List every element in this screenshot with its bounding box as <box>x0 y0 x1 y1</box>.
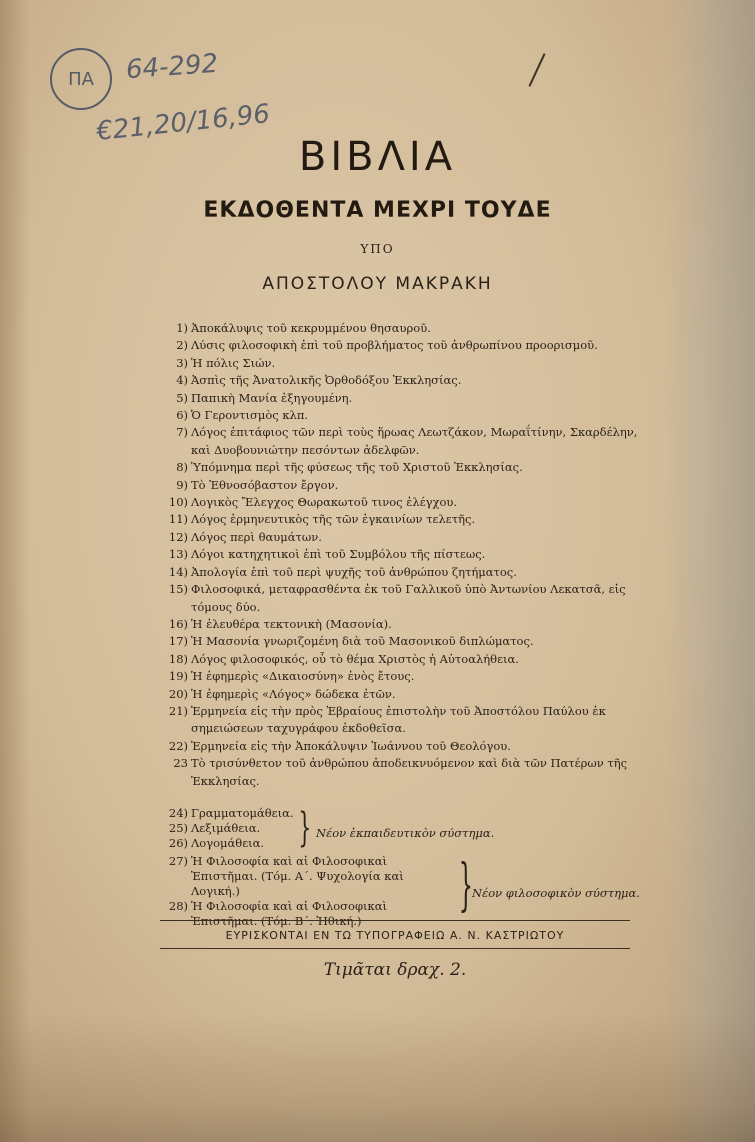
book-number: 28) <box>168 899 188 913</box>
book-number: 26) <box>168 836 188 850</box>
book-number: 4) <box>176 373 188 388</box>
book-list-item <box>160 899 450 929</box>
book-title: Λόγος ἑρμηνευτικὸς τῆς τῶν ἐγκαινίων τελετῆς. <box>191 512 476 527</box>
book-number: 7) <box>176 425 188 440</box>
book-number: 10) <box>168 495 188 510</box>
page-title: ΒΙΒΛΙΑ <box>298 134 457 180</box>
paper-tear-mark <box>528 53 545 86</box>
book-list-item <box>160 337 660 354</box>
book-title: Ὁ Γεροντισμὸς κλπ. <box>191 408 309 423</box>
book-number: 15) <box>168 582 188 597</box>
seal-text: ΠΑ <box>68 68 94 90</box>
book-number: 5) <box>176 390 188 405</box>
book-list-item <box>160 854 450 899</box>
book-title: Παπικὴ Μανία ἐξηγουμένη. <box>191 390 353 405</box>
education-system-label: Νέον ἐκπαιδευτικὸν σύστημα. <box>316 826 495 840</box>
book-list-item <box>160 633 660 650</box>
book-title: Ἑρμηνεία εἰς τὴν πρὸς Ἑβραίους ἐπιστολὴν τοῦ Ἀποστόλου Παύλου ἐκ σημειώσεων ταχυγράφου ἐκδοθεῖσα. <box>191 703 606 736</box>
book-list-item <box>160 581 660 616</box>
book-title: Ἡ ἐφημερὶς «Λόγος» δώδεκα ἐτῶν. <box>191 686 396 701</box>
book-list-item <box>160 703 660 738</box>
book-number: 2) <box>176 338 188 353</box>
footer-top-rule <box>160 920 630 921</box>
book-title: Γραμματομάθεια. <box>191 806 294 820</box>
book-title: Ἀσπὶς τῆς Ἀνατολικῆς Ὀρθοδόξου Ἐκκλησίας. <box>191 373 462 388</box>
book-title: Λεξιμάθεια. <box>191 821 261 835</box>
book-list-item <box>160 390 660 407</box>
book-title: Τὸ τρισύνθετον τοῦ ἀνθρώπου ἀποδεικνυόμενον καὶ διὰ τῶν Πατέρων τῆς Ἐκκλησίας. <box>191 756 628 788</box>
book-number: 13) <box>168 547 188 562</box>
book-list-item <box>160 424 660 459</box>
book-number: 24) <box>168 806 188 820</box>
philosophy-system-label: Νέον φιλοσοφικὸν σύστημα. <box>472 886 640 900</box>
bottom-edge-wear <box>0 1012 755 1142</box>
book-list-item <box>160 686 660 703</box>
author-name: ΑΠΟΣΤΟΛΟΥ ΜΑΚΡΑΚΗ <box>262 274 493 294</box>
book-number: 18) <box>168 651 188 666</box>
book-number: 8) <box>176 460 188 475</box>
book-list-item <box>160 616 660 633</box>
book-number: 21) <box>168 703 188 718</box>
book-list-item <box>160 529 660 546</box>
book-number: 14) <box>168 564 188 579</box>
book-list-item <box>160 564 660 581</box>
book-list-item <box>160 836 290 851</box>
book-list <box>160 320 660 790</box>
book-list-item <box>160 806 294 821</box>
book-list-item <box>160 738 660 755</box>
book-list-item <box>160 651 660 668</box>
book-title: Ἡ ἐφημερὶς «Δικαιοσύνη» ἑνὸς ἔτους. <box>191 669 415 684</box>
book-title: Ἀποκάλυψις τοῦ κεκρυμμένου θησαυροῦ. <box>191 321 431 335</box>
education-brace: } <box>298 805 312 851</box>
book-number: 11) <box>168 512 188 527</box>
book-list-item <box>160 494 660 511</box>
book-number: 23 <box>173 756 188 771</box>
handwritten-price-note: €21,20/16,96 <box>94 98 272 148</box>
page-subtitle: ΕΚΔΟΘΕΝΤΑ ΜΕΧΡΙ ΤΟΥΔΕ <box>203 198 552 223</box>
book-list-item <box>160 459 660 476</box>
book-title: Λόγος ἐπιτάφιος τῶν περὶ τοὺς ἥρωας Λεωτζάκον, Μωραΐτίνην, Σκαρδέλην, καὶ Δυοβουνιώτην πεσόντων ἀδελφῶν. <box>191 425 638 457</box>
handwritten-catalog-number: 64-292 <box>125 48 220 86</box>
book-list-item <box>160 372 660 389</box>
footer-bottom-rule <box>160 948 630 949</box>
book-title: Ἡ ἐλευθέρα τεκτονικὴ (Μασονία). <box>191 616 392 631</box>
book-number: 22) <box>168 738 188 753</box>
book-list-item <box>160 546 660 563</box>
philosophy-group <box>160 854 450 929</box>
book-number: 16) <box>168 616 188 631</box>
book-title: Λόγοι κατηχητικοὶ ἐπὶ τοῦ Συμβόλου τῆς πίστεως. <box>191 547 486 562</box>
book-list-item <box>160 511 660 528</box>
book-list-item <box>160 755 660 790</box>
book-number: 20) <box>168 686 188 701</box>
book-title: Φιλοσοφικά, μεταφρασθέντα ἐκ τοῦ Γαλλικοῦ ὑπὸ Ἀντωνίου Λεκατσᾶ, εἰς τόμους δύο. <box>191 582 626 614</box>
book-title: Ἡ πόλις Σιών. <box>191 355 276 370</box>
book-title: Τὸ Ἐθνοσόβαστον ἔργον. <box>191 477 339 492</box>
book-title: Λόγος περὶ θαυμάτων. <box>191 529 322 544</box>
book-title: Λόγος φιλοσοφικός, οὗ τὸ θέμα Χριστὸς ἡ Αὐτοαλήθεια. <box>191 651 519 666</box>
book-number: 1) <box>176 321 188 335</box>
price-label: Τιμᾶται δραχ. 2. <box>323 960 467 980</box>
book-title: Ὑπόμνημα περὶ τῆς φύσεως τῆς τοῦ Χριστοῦ Ἐκκλησίας. <box>191 460 523 475</box>
book-number: 19) <box>168 669 188 684</box>
philosophy-brace: } <box>458 853 473 918</box>
book-list-item <box>160 355 660 372</box>
book-number: 25) <box>168 821 188 835</box>
book-number: 3) <box>176 355 188 370</box>
book-list-item <box>160 477 660 494</box>
book-title: Ἡ Φιλοσοφία καὶ αἱ Φιλοσοφικαὶ Ἐπιστῆμαι. (Τόμ. Β΄. Ἠθική.) <box>191 899 387 928</box>
book-number: 6) <box>176 408 188 423</box>
book-title: Λύσις φιλοσοφικὴ ἐπὶ τοῦ προβλήματος τοῦ ἀνθρωπίνου προορισμοῦ. <box>191 338 598 353</box>
book-title: Ἀπολογία ἐπὶ τοῦ περὶ ψυχῆς τοῦ ἀνθρώπου ζητήματος. <box>191 564 517 579</box>
education-group <box>160 806 294 851</box>
book-number: 9) <box>176 477 188 492</box>
book-title: Ἑρμηνεία εἰς τὴν Ἀποκάλυψιν Ἰωάννου τοῦ Θεολόγου. <box>191 738 511 753</box>
book-list-item <box>160 668 660 685</box>
book-number: 27) <box>168 854 188 868</box>
book-number: 12) <box>168 529 188 544</box>
book-list-item <box>160 821 290 836</box>
by-label: ΥΠΟ <box>360 242 395 256</box>
handwritten-circled-mark <box>50 48 112 110</box>
book-title: Ἡ Φιλοσοφία καὶ αἱ Φιλοσοφικαὶ Ἐπιστῆμαι. (Τόμ. Α΄. Ψυχολογία καὶ Λογική.) <box>191 854 404 898</box>
book-number: 17) <box>168 634 188 649</box>
printer-line: ΕΥΡΙΣΚΟΝΤΑΙ ΕΝ ΤΩ ΤΥΠΟΓΡΑΦΕΙΩ Α. Ν. ΚΑΣΤΡΙΩΤΟΥ <box>225 929 565 942</box>
book-list-item <box>160 320 660 337</box>
book-list-item <box>160 407 660 424</box>
book-title: Ἡ Μασονία γνωριζομένη διὰ τοῦ Μασονικοῦ διπλώματος. <box>191 634 534 649</box>
book-title: Λογομάθεια. <box>191 836 265 850</box>
book-title: Λογικὸς Ἔλεγχος Θωρακωτοῦ τινος ἐλέγχου. <box>191 495 458 510</box>
